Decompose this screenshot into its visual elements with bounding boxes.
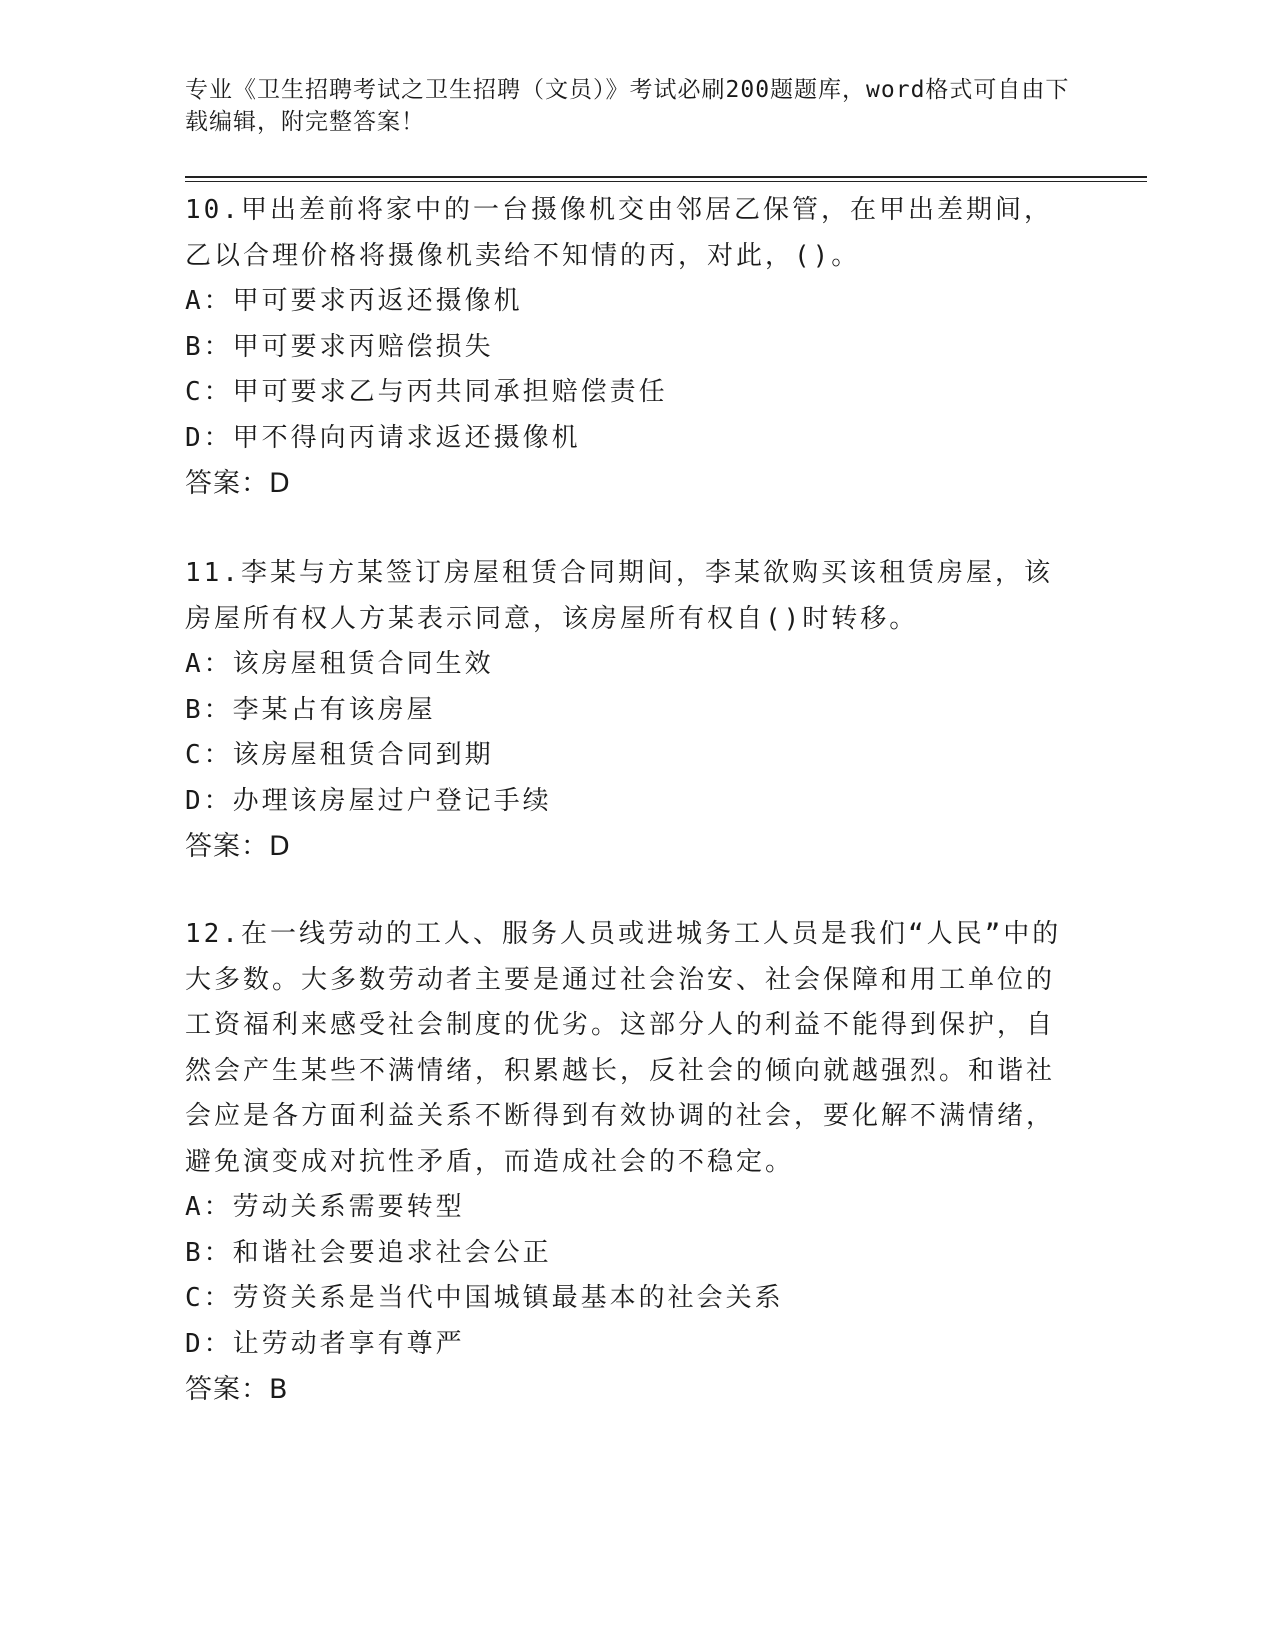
option-c: C：劳资关系是当代中国城镇最基本的社会关系 — [185, 1283, 784, 1313]
option-a: A：劳动关系需要转型 — [185, 1192, 465, 1222]
question-12 — [185, 912, 1075, 1413]
option-a: A：甲可要求丙返还摄像机 — [185, 286, 523, 316]
option-d: D：甲不得向丙请求返还摄像机 — [185, 422, 581, 453]
question-stem: 11.李某与方某签订房屋租赁合同期间，李某欲购买该租赁房屋，该房屋所有权人方某表示同意，该房屋所有权自()时转移。 — [185, 558, 1053, 634]
option-b: B：和谐社会要追求社会公正 — [185, 1237, 552, 1268]
option-b: B：李某占有该房屋 — [185, 694, 436, 725]
answer: 答案：B — [185, 1374, 289, 1405]
question-stem: 12.在一线劳动的工人、服务人员或进城务工人员是我们“人民”中的大多数。大多数劳动者主要是通过社会治安、社会保障和用工单位的工资福利来感受社会制度的优劣。这部分人的利益不能得到保护，自然会产生某些不满情绪，积累越长，反社会的倾向就越强烈。和谐社会应是各方面利益关系不断得到有效协调的社会，要化解不满情绪，避免演变成对抗性矛盾，而造成社会的不稳定。 — [185, 919, 1062, 1177]
header-text: 专业《卫生招聘考试之卫生招聘（文员）》考试必刷200题题库，word格式可自由下载编辑，附完整答案！ — [185, 77, 1070, 135]
option-b: B：甲可要求丙赔偿损失 — [185, 331, 494, 362]
document-header — [185, 74, 1075, 138]
option-c: C：该房屋租赁合同到期 — [185, 740, 494, 770]
option-a: A：该房屋租赁合同生效 — [185, 649, 494, 679]
question-stem: 10.甲出差前将家中的一台摄像机交由邻居乙保管，在甲出差期间，乙以合理价格将摄像机卖给不知情的丙，对此，()。 — [185, 195, 1053, 271]
header-divider — [185, 176, 1147, 178]
option-d: D：办理该房屋过户登记手续 — [185, 785, 552, 816]
option-c: C：甲可要求乙与丙共同承担赔偿责任 — [185, 377, 668, 407]
answer: 答案：D — [185, 831, 291, 862]
answer: 答案：D — [185, 468, 291, 499]
header-divider-thin — [185, 181, 1147, 182]
question-11 — [185, 551, 1075, 870]
question-10 — [185, 188, 1075, 507]
option-d: D：让劳动者享有尊严 — [185, 1328, 465, 1359]
